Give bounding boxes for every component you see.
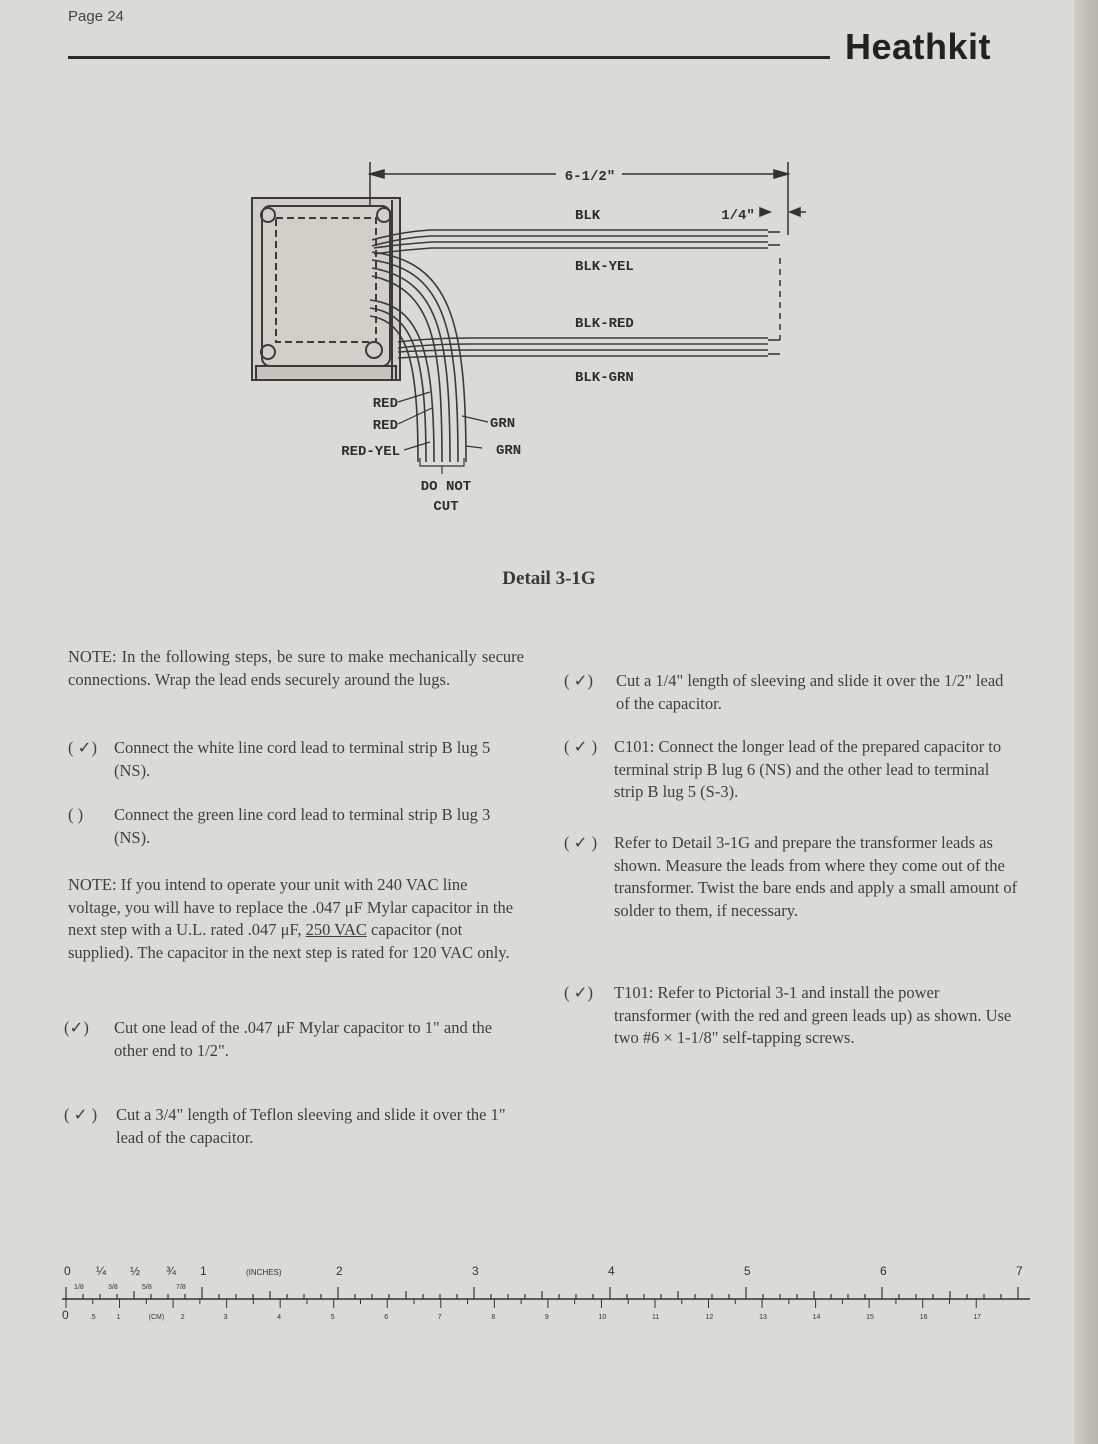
note-240-vac <box>68 874 520 964</box>
step-t101 <box>564 982 1020 1050</box>
ruler-cm-label: 15 <box>866 1314 874 1321</box>
ruler-cm-label: 6 <box>384 1314 389 1321</box>
ruler-cm-label: 9 <box>544 1314 549 1321</box>
ruler-cm-label: 14 <box>812 1314 821 1321</box>
transformer-lead-diagram <box>0 0 1098 530</box>
lead-label-grn-2: GRN <box>496 443 522 459</box>
step-text: Refer to Detail 3-1G and prepare the transformer leads as shown. Measure the leads from where they come out of the transformer. Twist the bare ends and apply a small amount of solder to them, if necessary. <box>614 833 1018 920</box>
step-text: T101: Refer to Pictorial 3-1 and install the power transformer (with the red and green leads up) as shown. Use two #6 × 1-1/8" self-tapping screws. <box>614 983 1012 1047</box>
lead-label-red-yel: RED-YEL <box>341 444 400 460</box>
ruler-inch-label: 7 <box>1016 1264 1023 1278</box>
ruler-inch-label: 5 <box>744 1264 751 1278</box>
ruler-inch-label: 4 <box>608 1264 615 1278</box>
ruler-inch-label: (INCHES) <box>246 1268 282 1277</box>
ruler-inch-label: 1 <box>200 1264 207 1278</box>
ruler-cm-label: 13 <box>759 1314 767 1321</box>
do-not-cut-label-1: DO NOT <box>420 479 472 495</box>
ruler-sub-label: 7/8 <box>176 1284 186 1291</box>
note-text-a: NOTE: If you intend to operate your unit with 240 VAC line voltage, you will have to replace the .047 μF Mylar capacitor in the next step with a U.L. rated .047 μF, <box>68 875 514 939</box>
ruler-cm-label: 12 <box>705 1314 714 1321</box>
ruler-cm-label: 7 <box>437 1314 442 1321</box>
ruler-cm-label: 10 <box>598 1314 607 1321</box>
note-text-b: capacitor (not supplied). The capacitor in the next step is rated for 120 VAC only. <box>68 920 510 962</box>
ruler-cm-label: 0 <box>62 1308 69 1322</box>
ruler <box>0 1255 1098 1335</box>
step-checkbox[interactable]: ( ✓ ) <box>64 1105 98 1124</box>
step-checkbox[interactable]: ( ✓) <box>564 983 593 1002</box>
lead-label-red-2: RED <box>372 418 398 434</box>
ruler-sub-label: 5/8 <box>142 1284 152 1291</box>
ruler-cm-label: 8 <box>491 1314 496 1321</box>
ruler-sub-label: 3/8 <box>108 1284 118 1291</box>
ruler-cm-label: 3 <box>223 1314 228 1321</box>
ruler-inch-label: ¼ <box>96 1264 107 1278</box>
ruler-cm-label: 4 <box>277 1314 282 1321</box>
page-number: Page 24 <box>68 8 124 25</box>
ruler-cm-label: .5 <box>89 1314 96 1321</box>
note-secure-connections: NOTE: In the following steps, be sure to make mechanically secure connections. Wrap the lead ends securely around the lugs. <box>68 647 524 689</box>
step-c101 <box>564 736 1020 804</box>
ruler-cm-label: 11 <box>651 1314 660 1321</box>
dimension-label-main: 6-1/2" <box>564 169 616 185</box>
ruler-cm-label: 17 <box>973 1314 982 1321</box>
lead-label-blk: BLK <box>575 208 601 224</box>
dimension-line <box>370 162 806 340</box>
step-checkbox[interactable]: ( ✓) <box>564 671 593 690</box>
step-cut-capacitor-leads <box>64 1017 524 1062</box>
step-checkbox[interactable]: ( ✓) <box>68 738 97 757</box>
ruler-inch-label: ¾ <box>166 1264 177 1278</box>
step-cut-sleeving <box>564 670 1020 715</box>
step-teflon-sleeving <box>64 1104 524 1149</box>
transformer-body <box>252 198 400 380</box>
diagram-caption: Detail 3-1G <box>502 568 596 589</box>
ruler-cm-label: 1 <box>116 1314 121 1321</box>
step-checkbox[interactable]: ( ✓ ) <box>564 737 598 756</box>
ruler-cm-label: 16 <box>919 1314 928 1321</box>
ruler-inch-label: 6 <box>880 1264 887 1278</box>
ruler-cm-label: (CM) <box>148 1314 165 1321</box>
ruler-inch-label: 0 <box>64 1264 71 1278</box>
ruler-cm-label: 5 <box>330 1314 335 1321</box>
step-text: Cut a 3/4" length of Teflon sleeving and slide it over the 1" lead of the capacitor. <box>116 1105 506 1147</box>
step-text: Connect the white line cord lead to terminal strip B lug 5 (NS). <box>114 738 491 780</box>
step-prepare-leads <box>564 832 1020 922</box>
dimension-label-small: 1/4" <box>721 208 755 224</box>
step-text: C101: Connect the longer lead of the prepared capacitor to terminal strip B lug 6 (NS) and the other lead to terminal strip B lug 5 (S-3). <box>614 737 1002 801</box>
lead-label-red-1: RED <box>372 396 398 412</box>
ruler-inch-label: ½ <box>130 1264 141 1278</box>
lead-label-blk-red: BLK-RED <box>575 316 634 332</box>
step-checkbox[interactable]: (✓) <box>64 1018 89 1037</box>
lead-label-grn-1: GRN <box>490 416 516 432</box>
lead-label-blk-grn: BLK-GRN <box>575 370 634 386</box>
step-checkbox[interactable]: ( ✓ ) <box>564 833 598 852</box>
step-white-line-cord <box>68 737 524 782</box>
lead-label-blk-yel: BLK-YEL <box>575 259 634 275</box>
brand-logo: Heathkit <box>845 26 992 67</box>
do-not-cut-label-2: CUT <box>433 499 459 515</box>
step-checkbox[interactable]: ( ) <box>68 805 84 824</box>
step-green-line-cord <box>68 804 524 849</box>
ruler-inch-label: 2 <box>336 1264 343 1278</box>
ruler-inch-label: 3 <box>472 1264 479 1278</box>
step-text: Cut one lead of the .047 μF Mylar capacitor to 1" and the other end to 1/2". <box>114 1018 493 1060</box>
ruler-cm-label: 2 <box>180 1314 185 1321</box>
step-text: Cut a 1/4" length of sleeving and slide it over the 1/2" lead of the capacitor. <box>616 671 1004 713</box>
note-text-underlined: 250 VAC <box>305 920 367 939</box>
step-text: Connect the green line cord lead to terminal strip B lug 3 (NS). <box>114 805 491 847</box>
ruler-sub-label: 1/8 <box>74 1284 84 1291</box>
